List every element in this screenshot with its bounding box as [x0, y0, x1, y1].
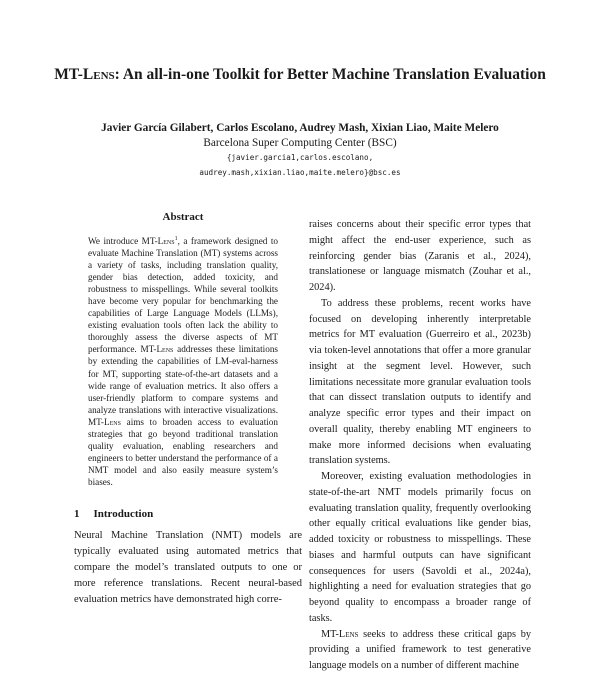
section-title: Introduction: [93, 508, 154, 520]
right-brand: MT-Lens: [321, 628, 359, 640]
right-paragraph-2: To address these problems, recent works have focused on developing inherently interpretable metrics for MT evaluation (Guerreiro et al., 2023b) via token-level annotations that offer a more granular insight at the segment level. However, such limitations necessitate more granular evaluation tools that can dissect translation outputs to identify and analyze specific error types and their impact on overall quality, thereby enabling MT engineers to make more informed decisions when evaluating translation systems.: [309, 297, 531, 467]
abstract-text-2: , a framework designed to evaluate Machine Translation (MT) systems across a variety of tasks, including translation quality, gender bias detection, added toxicity, and robustness to misspellings. While several toolkits have become very popular for benchmarking the capabilities of Large Language Models (LLMs), existing evaluation tools often lack the ability to thoroughly assess the diverse aspects of MT performance.: [88, 236, 278, 355]
right-paragraph-1: raises concerns about their specific error types that might affect the end-user experience, such as reinforcing gender bias (Zaranis et al., 2024), translationese or language mismatch (Zouhar et al., 2024).: [309, 219, 531, 293]
right-column: [309, 217, 531, 674]
abstract-text-1: We introduce: [88, 236, 142, 246]
abstract-text-3: addresses these limitations by extending the capabilities of LM-eval-harness for MT, supporting state-of-the-art datasets and a wide range of evaluation metrics. It also offers a user-friendly platform to compare systems and analyze translations with interactive visualizations.: [88, 344, 278, 415]
footnote-marker: 1: [174, 235, 178, 242]
author-list: Javier García Gilabert, Carlos Escolano, Audrey Mash, Xixian Liao, Maite Melero: [101, 122, 499, 134]
title-rest: : An all-in-one Toolkit for Better Machine Translation Evaluation: [114, 66, 546, 83]
email-line-2: audrey.mash,xixian.liao,maite.melero}@bsc.es: [199, 168, 401, 177]
abstract-brand-2: MT-Lens: [140, 344, 174, 355]
abstract-body: [88, 235, 278, 488]
right-paragraph-4-text: seeks to address these critical gaps by providing a unified framework to test generative language models on a number of different machine: [309, 628, 531, 671]
email-line-1: {javier.garcia1,carlos.escolano,: [226, 153, 374, 162]
title-brand: MT-Lens: [54, 66, 115, 83]
section-heading-introduction: [74, 508, 153, 520]
introduction-paragraph: Neural Machine Translation (NMT) models are typically evaluated using automated metrics that compare the model’s translated outputs to one or more reference translations. Recent neural-based evaluation metrics have demonstrated high corre-: [74, 530, 302, 605]
abstract-brand-1: MT-Lens: [141, 236, 175, 246]
right-paragraph-4: [309, 627, 531, 674]
section-number: 1: [74, 508, 80, 520]
paper-title: [40, 66, 560, 84]
affiliation: Barcelona Super Computing Center (BSC): [203, 137, 397, 149]
abstract-text-4: aims to broaden access to evaluation strategies that go beyond traditional translation quality evaluation, enabling researchers and engineers to better understand the performance of a NMT model and also easily measure system’s biases.: [88, 416, 278, 487]
abstract-heading: Abstract: [162, 211, 204, 223]
right-paragraph-3: Moreover, existing evaluation methodologies in state-of-the-art NMT models primarily focus on evaluating translation quality, frequently overlooking other equally critical evaluations like gender bias, added toxicity or robustness to misspellings. These biases and harmful outputs can have significant consequences for users (Savoldi et al., 2024a), highlighting a need for evaluation strategies that go beyond quality to encompass a broader range of tasks.: [309, 471, 531, 624]
abstract-brand-3: MT-Lens: [88, 416, 121, 427]
